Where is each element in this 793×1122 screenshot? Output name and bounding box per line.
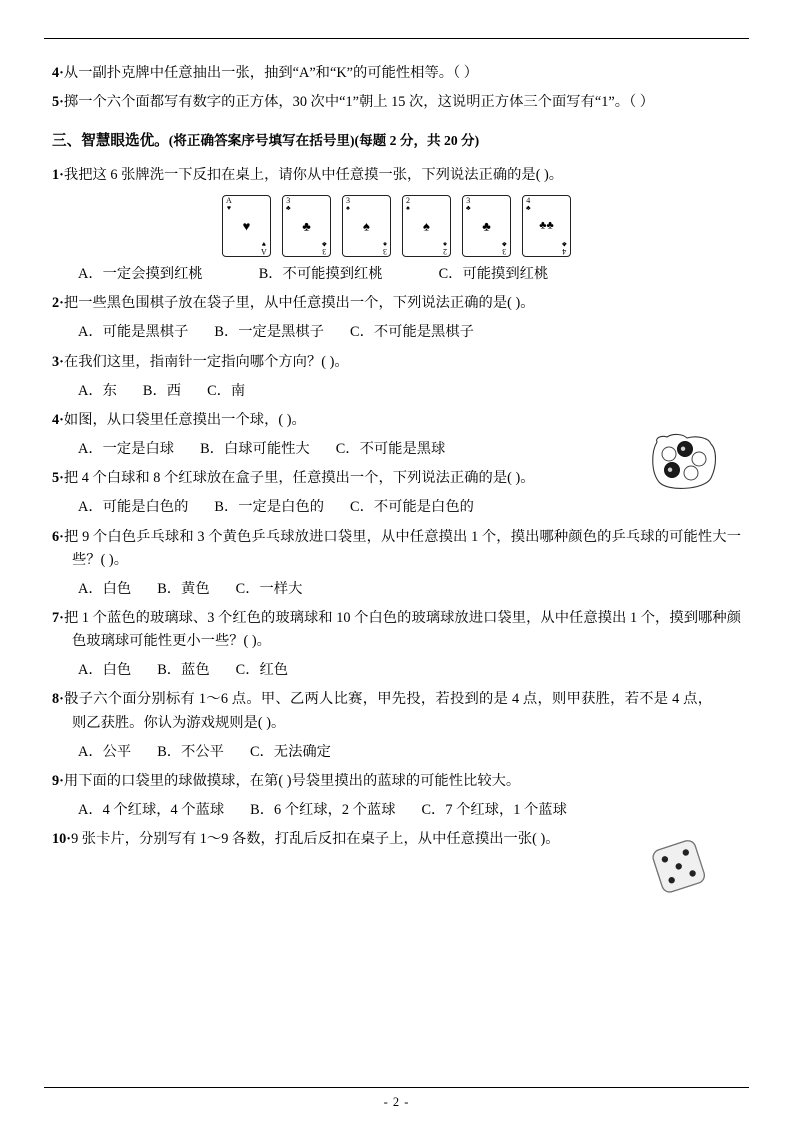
page-border-top <box>44 38 749 39</box>
option-a[interactable]: A．白色 <box>78 580 132 597</box>
dice-figure <box>645 832 715 902</box>
question-6-number: 6· <box>52 528 64 545</box>
option-c[interactable]: C．无法确定 <box>249 743 331 760</box>
option-a[interactable]: A．可能是黑棋子 <box>78 324 189 341</box>
question-top-5-text: 掷一个六个面都写有数字的正方体，30 次中“1”朝上 15 次，这说明正方体三个面写有“1”。（ ） <box>63 94 655 111</box>
question-4 <box>52 409 712 432</box>
option-a[interactable]: A．4 个红球，4 个蓝球 <box>78 802 225 819</box>
question-3-options <box>78 380 741 403</box>
card-corner-bottom: 4 ♣ <box>562 240 567 257</box>
question-8 <box>52 688 712 734</box>
question-9-text: 用下面的口袋里的球做摸球，在第( )号袋里摸出的蓝球的可能性比较大。 <box>63 772 521 789</box>
option-c[interactable]: C．不可能是黑球 <box>335 441 446 458</box>
card-center-pip: ♥ <box>242 218 251 234</box>
section-score: (每题 2 分，共 20 分) <box>354 133 480 149</box>
question-2-text: 把一些黑色围棋子放在袋子里，从中任意摸出一个，下列说法正确的是( )。 <box>63 295 535 312</box>
playing-card <box>402 195 451 257</box>
question-top-4-number: 4· <box>52 65 64 81</box>
playing-card <box>342 195 391 257</box>
card-corner-bottom: A ♥ <box>261 240 267 257</box>
question-top-5-number: 5· <box>52 94 64 111</box>
card-corner-bottom: 3 ♣ <box>502 240 507 257</box>
option-a[interactable]: A．东 <box>78 382 117 399</box>
question-2-number: 2· <box>52 295 64 312</box>
page-content <box>52 48 741 851</box>
question-5 <box>52 467 741 490</box>
page-number: - 2 - <box>383 1095 410 1109</box>
question-3 <box>52 351 741 374</box>
playing-card <box>222 195 271 257</box>
card-center-pip: ♠ <box>363 218 370 234</box>
question-top-4-text: 从一副扑克牌中任意抽出一张，抽到“A”和“K”的可能性相等。（ ） <box>63 65 479 81</box>
question-1 <box>52 164 741 187</box>
question-5-text: 把 4 个白球和 8 个红球放在盒子里，任意摸出一个，下列说法正确的是( )。 <box>63 470 535 487</box>
card-corner-bottom: 2 ♠ <box>443 240 447 257</box>
question-10 <box>52 828 741 851</box>
question-7-options <box>78 659 741 682</box>
question-6 <box>52 526 741 572</box>
option-c[interactable]: C．7 个红球，1 个蓝球 <box>421 802 567 819</box>
question-2-options <box>78 321 741 344</box>
question-6-text: 把 9 个白色乒乓球和 3 个黄色乒乓球放进口袋里，从中任意摸出 1 个，摸出哪种颜色的乒乓球的可能性大一些？( )。 <box>63 528 741 568</box>
question-5-number: 5· <box>52 470 64 487</box>
playing-card <box>282 195 331 257</box>
question-5-options <box>78 496 741 519</box>
question-7-text: 把 1 个蓝色的玻璃球、3 个红色的玻璃球和 10 个白色的玻璃球放进口袋里，从中任意摸出 1 个，摸到哪种颜色玻璃球可能性更小一些？( )。 <box>63 609 741 650</box>
question-4-text: 如图，从口袋里任意摸出一个球，( )。 <box>63 411 306 428</box>
question-7 <box>52 607 741 653</box>
playing-card <box>522 195 571 257</box>
option-b[interactable]: B．黄色 <box>157 580 210 597</box>
question-10-number: 10· <box>52 831 72 848</box>
option-a[interactable]: A．一定会摸到红桃 <box>78 266 203 283</box>
card-center-pip: ♣ <box>482 218 491 234</box>
question-10-text: 9 张卡片，分别写有 1～9 各数，打乱后反扣在桌子上，从中任意摸出一张( )。 <box>71 831 560 848</box>
playing-cards-figure <box>52 195 741 257</box>
question-6-options <box>78 578 741 601</box>
card-corner-top: 3 ♠ <box>346 196 350 213</box>
card-corner-top: 4 ♣ <box>526 196 531 213</box>
card-corner-bottom: 3 ♣ <box>322 240 327 257</box>
question-top-5 <box>52 91 741 114</box>
card-corner-top: A ♥ <box>226 196 232 213</box>
question-top-4 <box>52 62 741 85</box>
card-center-pip: ♣♣ <box>539 219 554 232</box>
card-corner-top: 3 ♣ <box>466 196 471 213</box>
option-c[interactable]: C．不可能是黑棋子 <box>350 324 474 341</box>
question-3-number: 3· <box>52 353 64 370</box>
option-b[interactable]: B．一定是白色的 <box>214 499 325 516</box>
option-c[interactable]: C．南 <box>207 382 246 399</box>
option-b[interactable]: B．一定是黑棋子 <box>214 324 325 341</box>
option-b[interactable]: B．不可能摸到红桃 <box>258 266 383 283</box>
question-4-number: 4· <box>52 411 64 428</box>
question-8-text: 骰子六个面分别标有 1～6 点。甲、乙两人比赛，甲先投，若投到的是 4 点，则甲获胜，若不是 4 点，则乙获胜。你认为游戏规则是( )。 <box>63 691 712 731</box>
card-center-pip: ♣ <box>302 218 311 234</box>
card-center-pip: ♠ <box>423 218 430 234</box>
option-b[interactable]: B．不公平 <box>157 743 224 760</box>
question-3-text: 在我们这里，指南针一定指向哪个方向？( )。 <box>63 353 349 370</box>
card-corner-bottom: 3 ♠ <box>383 240 387 257</box>
question-7-number: 7· <box>52 609 64 626</box>
section-heading <box>52 130 741 154</box>
option-b[interactable]: B．西 <box>142 382 182 399</box>
option-c[interactable]: C．不可能是白色的 <box>350 499 474 516</box>
section-note: (将正确答案序号填写在括号里) <box>168 133 355 149</box>
page-border-bottom <box>44 1087 749 1088</box>
section-title: 三、智慧眼选优。 <box>52 133 169 150</box>
question-9-options <box>78 799 741 822</box>
question-8-options <box>78 741 741 764</box>
option-b[interactable]: B．白球可能性大 <box>200 441 310 458</box>
option-b[interactable]: B．蓝色 <box>157 662 210 679</box>
playing-card <box>462 195 511 257</box>
question-1-text: 我把这 6 张牌洗一下反扣在桌上，请你从中任意摸一张，下列说法正确的是( )。 <box>63 166 564 183</box>
option-c[interactable]: C．一样大 <box>235 580 303 597</box>
option-a[interactable]: A．白色 <box>78 662 132 679</box>
option-c[interactable]: C．红色 <box>235 662 289 679</box>
option-a[interactable]: A．公平 <box>78 743 132 760</box>
ball-bag-figure <box>647 432 723 494</box>
question-9 <box>52 770 741 793</box>
option-c[interactable]: C．可能摸到红桃 <box>438 266 549 283</box>
question-2 <box>52 292 741 315</box>
option-b[interactable]: B．6 个红球，2 个蓝球 <box>250 802 396 819</box>
option-a[interactable]: A．一定是白球 <box>78 441 175 458</box>
question-9-number: 9· <box>52 772 64 789</box>
question-1-number: 1· <box>52 166 64 183</box>
question-1-options <box>78 263 741 286</box>
card-corner-top: 3 ♣ <box>286 196 291 213</box>
question-4-options <box>78 438 741 461</box>
option-a[interactable]: A．可能是白色的 <box>78 499 189 516</box>
question-8-number: 8· <box>52 691 64 708</box>
card-corner-top: 2 ♠ <box>406 196 410 213</box>
